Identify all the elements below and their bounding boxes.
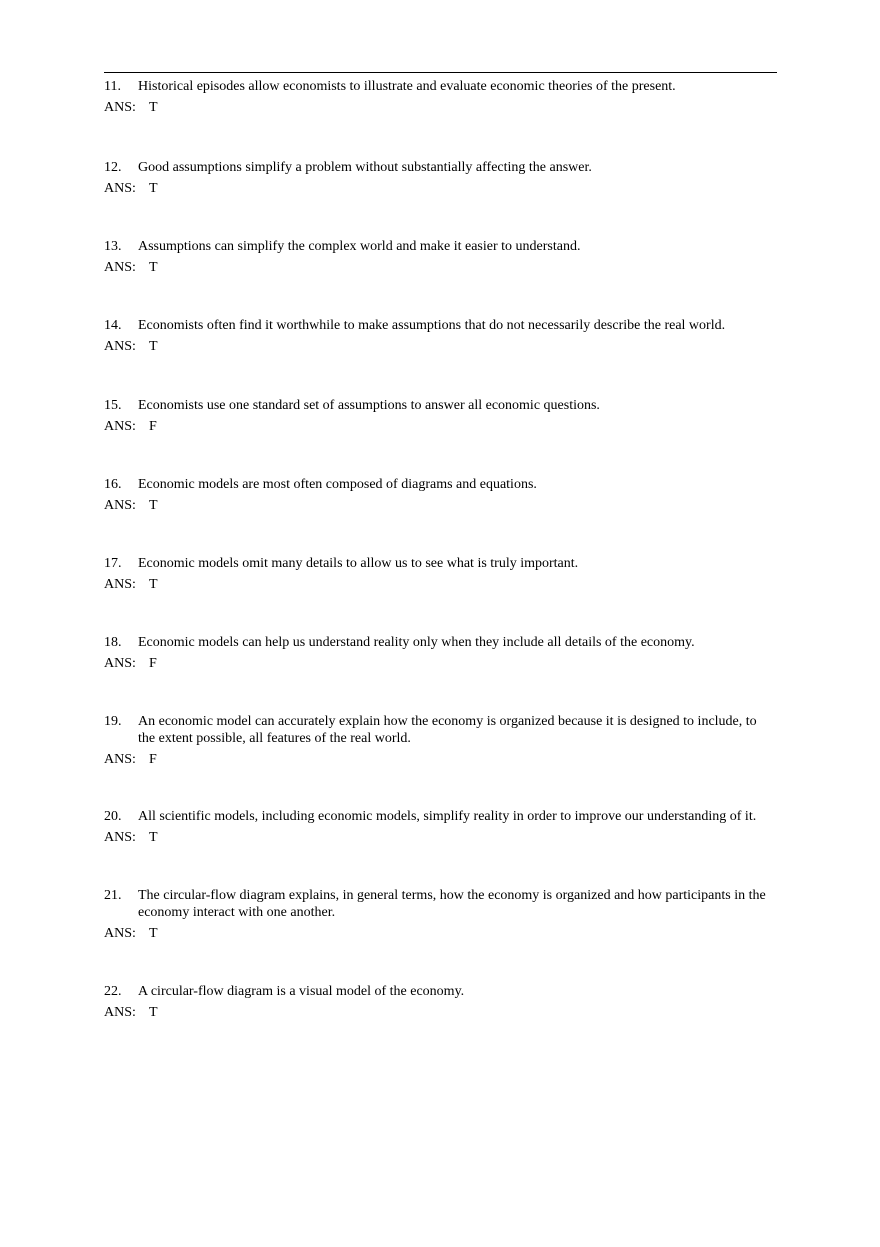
question-text: Economic models are most often composed of diagrams and equations.	[138, 477, 537, 492]
answer-value: T	[149, 339, 158, 354]
answer-value: T	[149, 830, 158, 845]
answer-value: T	[149, 926, 158, 941]
question-item	[104, 634, 777, 672]
question-number: 19.	[104, 714, 122, 729]
question-number: 17.	[104, 556, 122, 571]
answer-label: ANS:	[104, 752, 136, 767]
answer-value: F	[149, 656, 157, 671]
answer-value: T	[149, 498, 158, 513]
top-divider	[104, 72, 777, 73]
question-item	[104, 713, 777, 768]
answer-value: F	[149, 752, 157, 767]
answer-label: ANS:	[104, 577, 136, 592]
answer-label: ANS:	[104, 1005, 136, 1020]
answer-label: ANS:	[104, 419, 136, 434]
question-text: Economists often find it worthwhile to make assumptions that do not necessarily describe the real world.	[138, 318, 726, 333]
question-text: Assumptions can simplify the complex world and make it easier to understand.	[138, 239, 581, 254]
answer-label: ANS:	[104, 926, 136, 941]
answer-value: T	[149, 100, 158, 115]
question-number: 21.	[104, 888, 122, 903]
question-text: Economic models can help us understand reality only when they include all details of the economy.	[138, 635, 695, 650]
answer-label: ANS:	[104, 498, 136, 513]
question-item	[104, 476, 777, 514]
question-item	[104, 317, 777, 355]
question-item	[104, 78, 777, 116]
question-item	[104, 983, 777, 1021]
question-text: An economic model can accurately explain how the economy is organized because it is designed to include, to the extent possible, all features of the real world.	[138, 714, 757, 746]
answer-label: ANS:	[104, 181, 136, 196]
question-item	[104, 808, 777, 846]
answer-label: ANS:	[104, 260, 136, 275]
question-text: Historical episodes allow economists to illustrate and evaluate economic theories of the present.	[138, 79, 676, 94]
question-number: 13.	[104, 239, 122, 254]
question-item	[104, 555, 777, 593]
question-number: 14.	[104, 318, 122, 333]
question-number: 15.	[104, 398, 122, 413]
question-text: The circular-flow diagram explains, in general terms, how the economy is organized and how participants in the economy interact with one another.	[138, 888, 766, 920]
question-number: 16.	[104, 477, 122, 492]
question-item	[104, 238, 777, 276]
question-text: Economic models omit many details to allow us to see what is truly important.	[138, 556, 579, 571]
question-item	[104, 397, 777, 435]
answer-label: ANS:	[104, 100, 136, 115]
question-item	[104, 159, 777, 197]
question-text: All scientific models, including economic models, simplify reality in order to improve our understanding of it.	[138, 809, 757, 824]
question-number: 18.	[104, 635, 122, 650]
answer-label: ANS:	[104, 830, 136, 845]
question-number: 11.	[104, 79, 121, 94]
answer-value: F	[149, 419, 157, 434]
answer-value: T	[149, 260, 158, 275]
question-number: 22.	[104, 984, 122, 999]
question-text: A circular-flow diagram is a visual model of the economy.	[138, 984, 465, 999]
question-number: 12.	[104, 160, 122, 175]
answer-value: T	[149, 181, 158, 196]
question-text: Good assumptions simplify a problem without substantially affecting the answer.	[138, 160, 592, 175]
question-item	[104, 887, 777, 942]
question-number: 20.	[104, 809, 122, 824]
answer-value: T	[149, 1005, 158, 1020]
question-text: Economists use one standard set of assumptions to answer all economic questions.	[138, 398, 600, 413]
answer-label: ANS:	[104, 339, 136, 354]
answer-label: ANS:	[104, 656, 136, 671]
answer-value: T	[149, 577, 158, 592]
